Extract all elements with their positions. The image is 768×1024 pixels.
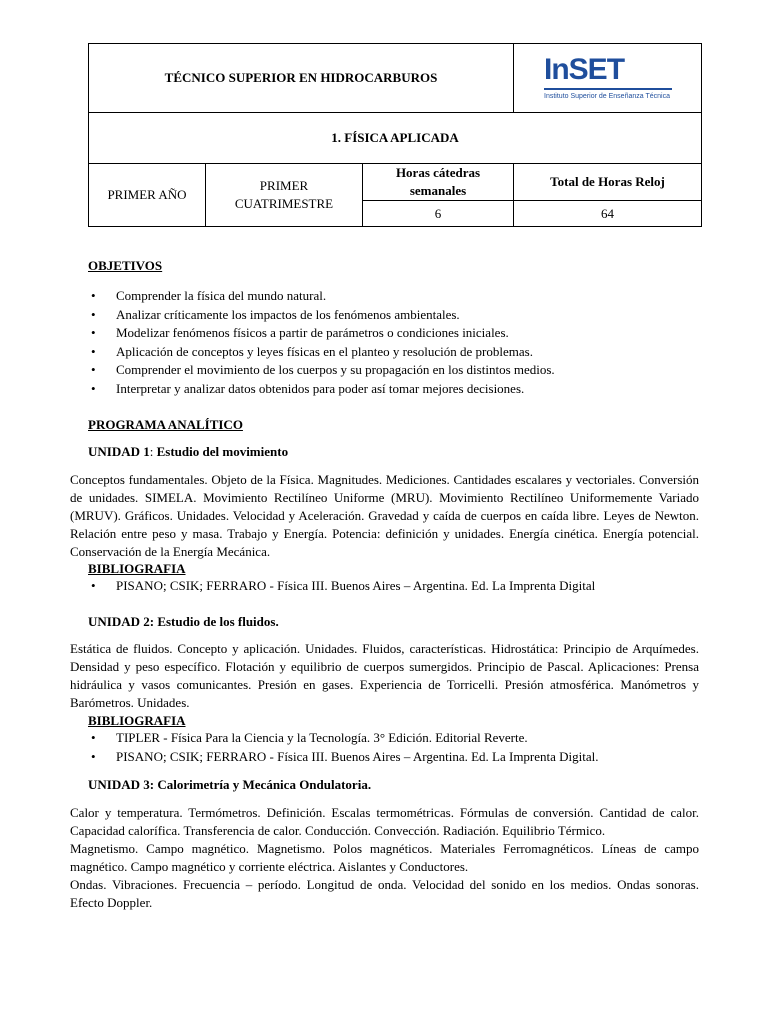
subject-title: 1. FÍSICA APLICADA bbox=[89, 113, 702, 164]
unit1-bibliography-list bbox=[88, 577, 708, 596]
unit3-magnetism-paragraph: Magnetismo. Campo magnético. Magnetismo. Polos magnéticos. Materiales Ferromagnéticos. Líneas de campo magnético. Campo magnético y corriente eléctrica. Aislantes y Conductores. bbox=[70, 841, 699, 874]
total-hours-value: 64 bbox=[514, 201, 702, 227]
list-item: • PISANO; CSIK; FERRARO - Física III. Buenos Aires – Argentina. Ed. La Imprenta Digital bbox=[88, 577, 708, 596]
objectives-list bbox=[88, 287, 708, 398]
unit1-title bbox=[88, 443, 288, 461]
list-item: • Modelizar fenómenos físicos a partir de parámetros o condiciones iniciales. bbox=[88, 324, 708, 343]
unit1-bibliography-heading: BIBLIOGRAFIA bbox=[88, 561, 186, 576]
list-item: • Analizar críticamente los impactos de los fenómenos ambientales. bbox=[88, 306, 708, 325]
career-title: TÉCNICO SUPERIOR EN HIDROCARBUROS bbox=[89, 44, 514, 113]
unit3-content bbox=[70, 804, 699, 912]
course-header-table bbox=[88, 43, 702, 227]
list-item: • Comprender la física del mundo natural. bbox=[88, 287, 708, 306]
list-item: • Aplicación de conceptos y leyes físicas en el planteo y resolución de problemas. bbox=[88, 343, 708, 362]
logo-subtitle: Instituto Superior de Enseñanza Técnica bbox=[544, 93, 670, 100]
unit1-name: Estudio del movimiento bbox=[156, 444, 289, 459]
list-item: • PISANO; CSIK; FERRARO - Física III. Buenos Aires – Argentina. Ed. La Imprenta Digital. bbox=[88, 748, 708, 767]
logo-wordmark: InSET bbox=[544, 53, 625, 86]
objectives-heading: OBJETIVOS bbox=[88, 258, 163, 273]
weekly-hours-value: 6 bbox=[363, 201, 514, 227]
unit2-bibliography-list bbox=[88, 729, 708, 766]
unit1-separator: : bbox=[149, 444, 157, 459]
unit3-waves-paragraph: Ondas. Vibraciones. Frecuencia – período. Longitud de onda. Velocidad del sonido en los medios. Ondas sonoras. Efecto Doppler. bbox=[70, 877, 699, 910]
logo-underline bbox=[544, 88, 672, 90]
unit1-content: Conceptos fundamentales. Objeto de la Física. Magnitudes. Mediciones. Cantidades escalares y vectoriales. Conversión de unidades. SIMELA. Movimiento Rectilíneo Uniforme (MRU). Movimiento Rectilíneo Uniformemente Variado (MRUV). Gráficos. Unidades. Velocidad y Aceleración. Gravedad y caída de cuerpos en caída libre. Leyes de Newton. Relación entre peso y masa. Trabajo y Energía. Potencia: definición y unidades. Energía cinética. Energía potencial. Conservación de la Energía Mecánica. bbox=[70, 472, 699, 559]
weekly-hours-label: Horas cátedras semanales bbox=[363, 164, 514, 201]
list-item: • Interpretar y analizar datos obtenidos para poder así tomar mejores decisiones. bbox=[88, 380, 708, 399]
list-item: • Comprender el movimiento de los cuerpos y su propagación en los distintos medios. bbox=[88, 361, 708, 380]
list-item: • TIPLER - Física Para la Ciencia y la Tecnología. 3° Edición. Editorial Reverte. bbox=[88, 729, 708, 748]
unit1-label: UNIDAD 1 bbox=[88, 444, 150, 459]
year-cell: PRIMER AÑO bbox=[89, 164, 206, 227]
program-heading: PROGRAMA ANALÍTICO bbox=[88, 417, 243, 432]
unit3-heat-paragraph: Calor y temperatura. Termómetros. Definición. Escalas termométricas. Fórmulas de conversión. Cantidad de calor. Capacidad calorífica. Transferencia de calor. Conducción. Convección. Radiación. Equilibrio Térmico. bbox=[70, 805, 699, 838]
unit2-bibliography-heading: BIBLIOGRAFIA bbox=[88, 713, 186, 728]
unit2-title: UNIDAD 2: Estudio de los fluidos. bbox=[88, 614, 279, 629]
total-hours-label: Total de Horas Reloj bbox=[514, 164, 702, 201]
unit2-content: Estática de fluidos. Concepto y aplicación. Unidades. Fluidos, características. Hidrostática: Principio de Arquímedes. Densidad y peso específico. Flotación y equilibrio de cuerpos sumergidos. Principio de Pascal. Aplicaciones: Prensa hidráulica y vasos comunicantes. Presión en gases. Experiencia de Torricelli. Presión atmosférica. Manómetros y Barómetros. Unidades. bbox=[70, 641, 699, 710]
term-cell: PRIMER CUATRIMESTRE bbox=[206, 164, 363, 227]
unit3-title: UNIDAD 3: Calorimetría y Mecánica Ondulatoria. bbox=[88, 777, 372, 792]
inset-logo bbox=[514, 44, 702, 113]
